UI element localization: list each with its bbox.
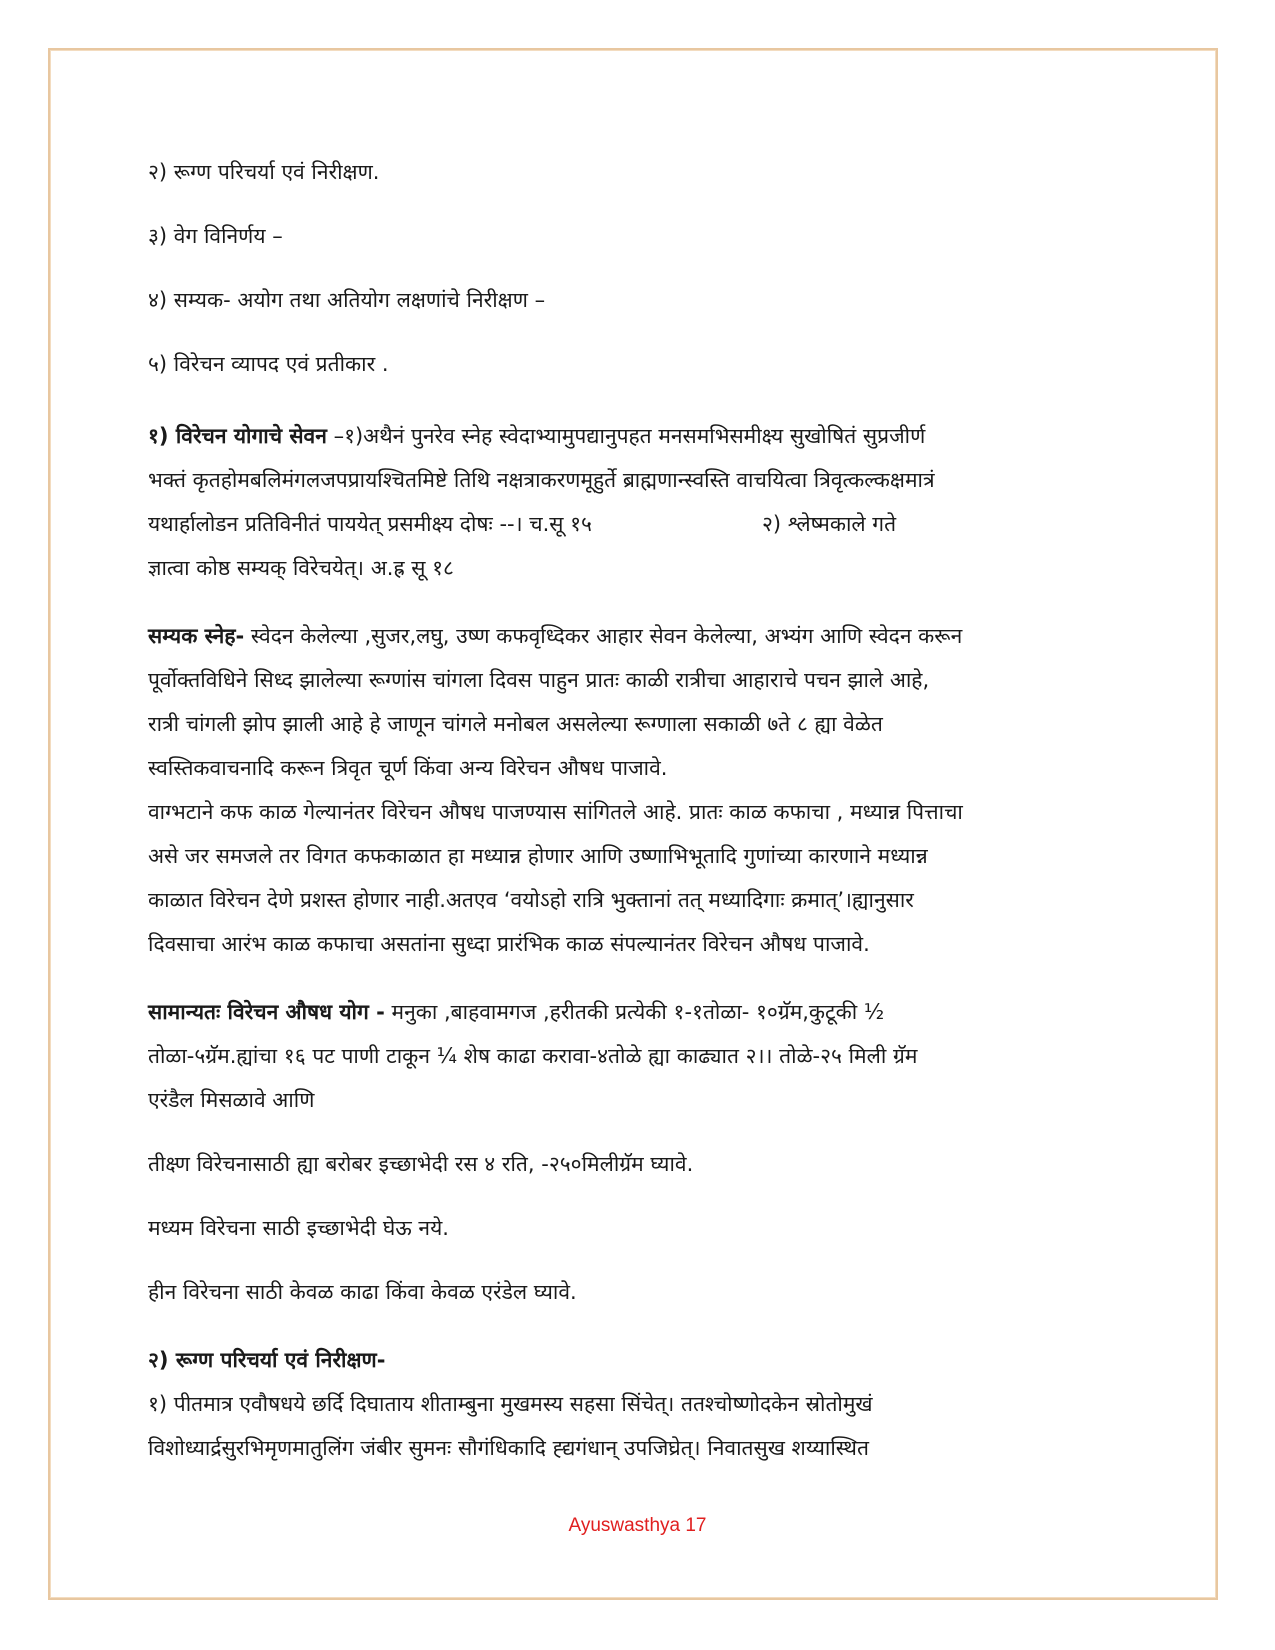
paragraph-line-right: २) श्लेष्मकाले गते (761, 512, 897, 536)
paragraph-line: ज्ञात्वा कोष्ठ सम्यक् विरेचयेत्। अ.ह्र सू १८ (148, 556, 454, 580)
section-heading: सामान्यतः विरेचन औषध योग - (148, 1000, 385, 1024)
section-virechan-sevan (148, 414, 1118, 590)
paragraph-line: तोळा-५ग्रॅम.ह्यांचा १६ पट पाणी टाकून ¼ शेष काढा करावा-४तोळे ह्या काढ्यात २।। तोळे-२५ मिली ग्रॅम (148, 1044, 918, 1068)
paragraph-line: भक्तं कृतहोमबलिमंगलजपप्रायश्चितमिष्टे तिथि नक्षत्राकरणमूहुर्ते ब्राह्मणान्स्वस्ति वाचयित्वा त्रिवृत्कल्कक्षमात्रं (148, 468, 935, 492)
section-samanya-yog (148, 990, 1118, 1122)
section-rugna-paricharya (148, 1338, 1118, 1470)
list-item-3: ३) वेग विनिर्णय – (148, 224, 283, 248)
paragraph-line: यथार्हालोडन प्रतिविनीतं पाययेत् प्रसमीक्ष्य दोषः --। च.सू १५ (148, 512, 592, 536)
heen-line: हीन विरेचना साठी केवळ काढा किंवा केवळ एरंडेल घ्यावे. (148, 1280, 577, 1304)
list-item-2: २) रूग्ण परिचर्या एवं निरीक्षण. (148, 160, 380, 184)
madhyam-line: मध्यम विरेचना साठी इच्छाभेदी घेऊ नये. (148, 1216, 449, 1240)
paragraph-line: दिवसाचा आरंभ काळ कफाचा असतांना सुध्दा प्रारंभिक काळ संपल्यानंतर विरेचन औषध पाजावे. (148, 932, 870, 956)
list-item-4: ४) सम्यक- अयोग तथा अतियोग लक्षणांचे निरीक्षण – (148, 288, 546, 312)
paragraph-line: विशोध्यार्द्रसुरभिमृणमातुलिंग जंबीर सुमनः सौगंधिकादि ह्द्यगंधान् उपजिघ्रेत्। निवातसुख शय्यास्थित (148, 1436, 869, 1460)
paragraph-line: वाग्भटाने कफ काळ गेल्यानंतर विरेचन औषध पाजण्यास सांगितले आहे. प्रातः काळ कफाचा , मध्यान्न पित्ताचा (148, 800, 963, 824)
page-footer: Ayuswasthya 17 (568, 1515, 707, 1536)
paragraph-line: पूर्वोक्तविधिने सिध्द झालेल्या रूग्णांस चांगला दिवस पाहुन प्रातः काळी रात्रीचा आहाराचे पचन झाले आहे, (148, 668, 930, 692)
section-heading: १) विरेचन योगाचे सेवन (148, 424, 327, 448)
paragraph-line: १) पीतमात्र एवौषधये छर्दि दिघाताय शीताम्बुना मुखमस्य सहसा सिंचेत्। ततश्चोष्णोदकेन स्रोतोमुखं (148, 1392, 873, 1416)
paragraph-line: मनुका ,बाहवामगज ,हरीतकी प्रत्येकी १-१तोळा- १०ग्रॅम,कुटूकी ½ (384, 1000, 885, 1024)
teekshna-line: तीक्ष्ण विरेचनासाठी ह्या बरोबर इच्छाभेदी रस ४ रति, -२५०मिलीग्रॅम घ्यावे. (148, 1152, 694, 1176)
paragraph-line: स्वस्तिकवाचनादि करून त्रिवृत चूर्ण किंवा अन्य विरेचन औषध पाजावे. (148, 756, 668, 780)
section-samyak-sneh (148, 614, 1118, 966)
paragraph-line: काळात विरेचन देणे प्रशस्त होणार नाही.अतएव ‘वयोऽहो रात्रि भुक्तानां तत् मध्यादिगाः क्रमात्’।ह्यानुसार (148, 888, 914, 912)
list-item-5: ५) विरेचन व्यापद एवं प्रतीकार . (148, 352, 389, 376)
paragraph-line: स्वेदन केलेल्या ,सुजर,लघु, उष्ण कफवृध्दिकर आहार सेवन केलेल्या, अभ्यंग आणि स्वेदन करून (244, 624, 963, 648)
document-body (148, 150, 1118, 1470)
section-heading: २) रूग्ण परिचर्या एवं निरीक्षण- (148, 1348, 386, 1372)
section-heading: सम्यक स्नेह- (148, 624, 245, 648)
paragraph-line: रात्री चांगली झोप झाली आहे हे जाणून चांगले मनोबल असलेल्या रूग्णाला सकाळी ७ते ८ ह्या वेळेत (148, 712, 883, 736)
paragraph-line: एरंडैल मिसळावे आणि (148, 1088, 315, 1112)
paragraph-line: –१)अथैनं पुनरेव स्नेह स्वेदाभ्यामुपद्यानुपहत मनसमभिसमीक्ष्य सुखोषितं सुप्रजीर्ण (326, 424, 926, 448)
paragraph-line: असे जर समजले तर विगत कफकाळात हा मध्यान्न होणार आणि उष्णाभिभूतादि गुणांच्या कारणाने मध्यान्न (148, 844, 928, 868)
